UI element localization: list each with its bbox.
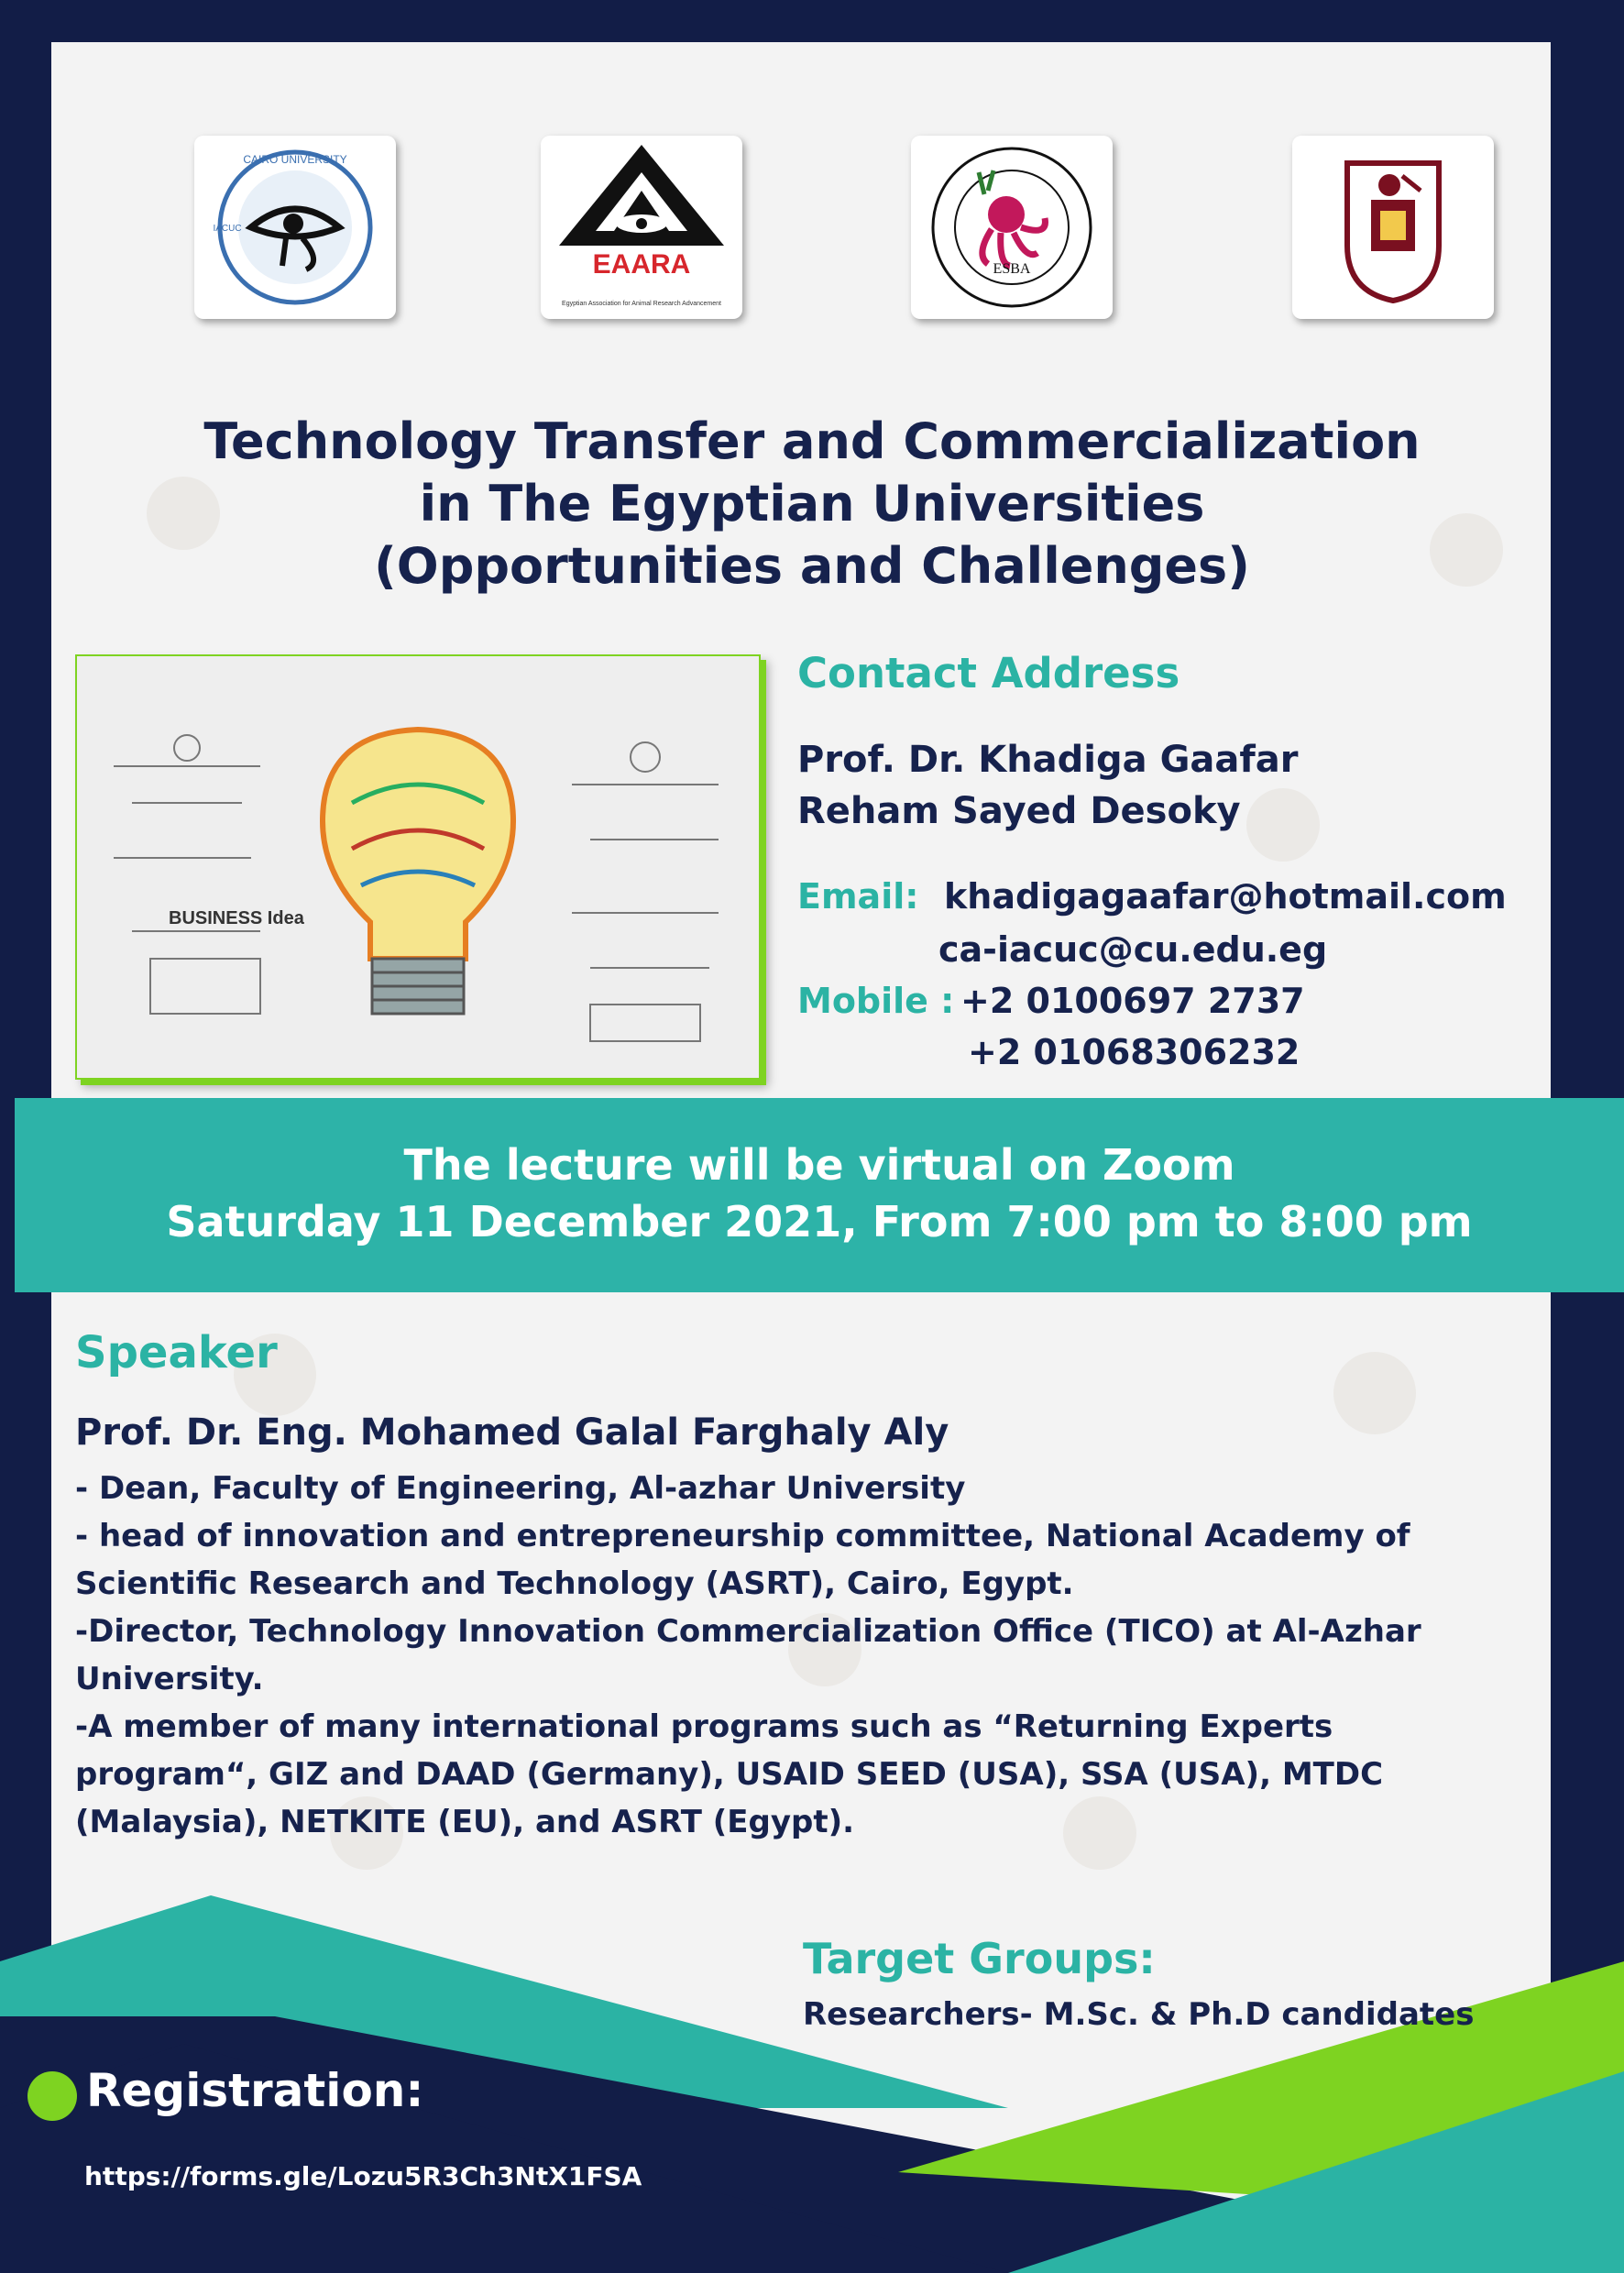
- contact-heading: Contact Address: [797, 649, 1180, 697]
- eye-of-horus-icon: [194, 136, 396, 319]
- event-title: [0, 411, 1624, 598]
- mobile-2: +2 01068306232: [968, 1032, 1300, 1072]
- pyramid-eye-icon: [541, 136, 742, 319]
- bio-item: -A member of many international programs such as “Returning Experts program“, GIZ and DAAD (Germany), USAID SEED (USA), SSA (USA), MTDC (Malaysia), NETKITE (EU), and ASRT (Egypt).: [75, 1708, 1384, 1840]
- speaker-name: Prof. Dr. Eng. Mohamed Galal Farghaly Aly: [75, 1411, 949, 1454]
- bio-item: - Dean, Faculty of Engineering, Al-azhar University: [75, 1470, 966, 1507]
- svg-text:IACUC: IACUC: [213, 224, 242, 234]
- speaker-heading: Speaker: [75, 1327, 278, 1378]
- lecture-banner: [15, 1098, 1624, 1292]
- target-heading: Target Groups:: [803, 1934, 1156, 1983]
- svg-text:BUSINESS Idea: BUSINESS Idea: [169, 908, 304, 928]
- title-line-3: (Opportunities and Challenges): [374, 537, 1250, 595]
- cairo-university-logo: [1292, 136, 1494, 319]
- business-idea-image: [75, 654, 761, 1080]
- svg-text:EAARA: EAARA: [592, 249, 691, 280]
- svg-text:ESBA: ESBA: [993, 261, 1031, 277]
- email-2[interactable]: ca-iacuc@cu.edu.eg: [938, 929, 1328, 970]
- svg-text:CAIRO UNIVERSITY: CAIRO UNIVERSITY: [243, 153, 347, 166]
- eaara-logo: [541, 136, 742, 319]
- octopus-icon: [911, 136, 1113, 319]
- registration-bullet-icon: [27, 2071, 77, 2121]
- email-1[interactable]: khadigagaafar@hotmail.com: [944, 876, 1507, 917]
- contact-name-1: Prof. Dr. Khadiga Gaafar: [797, 739, 1299, 781]
- mobile-label: Mobile :: [797, 981, 955, 1021]
- svg-text:Egyptian Association for Anima: Egyptian Association for Animal Research Advancement: [562, 301, 721, 307]
- cairo-university-crest-icon: [1292, 136, 1494, 319]
- email-row: [797, 876, 918, 917]
- registration-label: Registration:: [86, 2064, 424, 2117]
- esba-logo: [911, 136, 1113, 319]
- registration-link[interactable]: https://forms.gle/Lozu5R3Ch3NtX1FSA: [84, 2161, 642, 2191]
- banner-line-2: Saturday 11 December 2021, From 7:00 pm to 8:00 pm: [166, 1197, 1473, 1246]
- bio-item: -Director, Technology Innovation Commercialization Office (TICO) at Al-Azhar University.: [75, 1613, 1421, 1697]
- lightbulb-icon: [77, 656, 759, 1078]
- title-line-2: in The Egyptian Universities: [419, 475, 1205, 533]
- bio-item: - head of innovation and entrepreneurship committee, National Academy of Scientific Research and Technology (ASRT), Cairo, Egypt.: [75, 1518, 1410, 1602]
- contact-name-2: Reham Sayed Desoky: [797, 790, 1241, 832]
- iacuc-logo: [194, 136, 396, 319]
- title-line-1: Technology Transfer and Commercialization: [203, 412, 1421, 470]
- banner-line-1: The lecture will be virtual on Zoom: [403, 1140, 1235, 1190]
- mobile-1: +2 0100697 2737: [960, 981, 1305, 1021]
- email-label: Email:: [797, 876, 919, 917]
- speaker-bio: [75, 1465, 1505, 1846]
- target-value: Researchers- M.Sc. & Ph.D candidates: [803, 1996, 1475, 2033]
